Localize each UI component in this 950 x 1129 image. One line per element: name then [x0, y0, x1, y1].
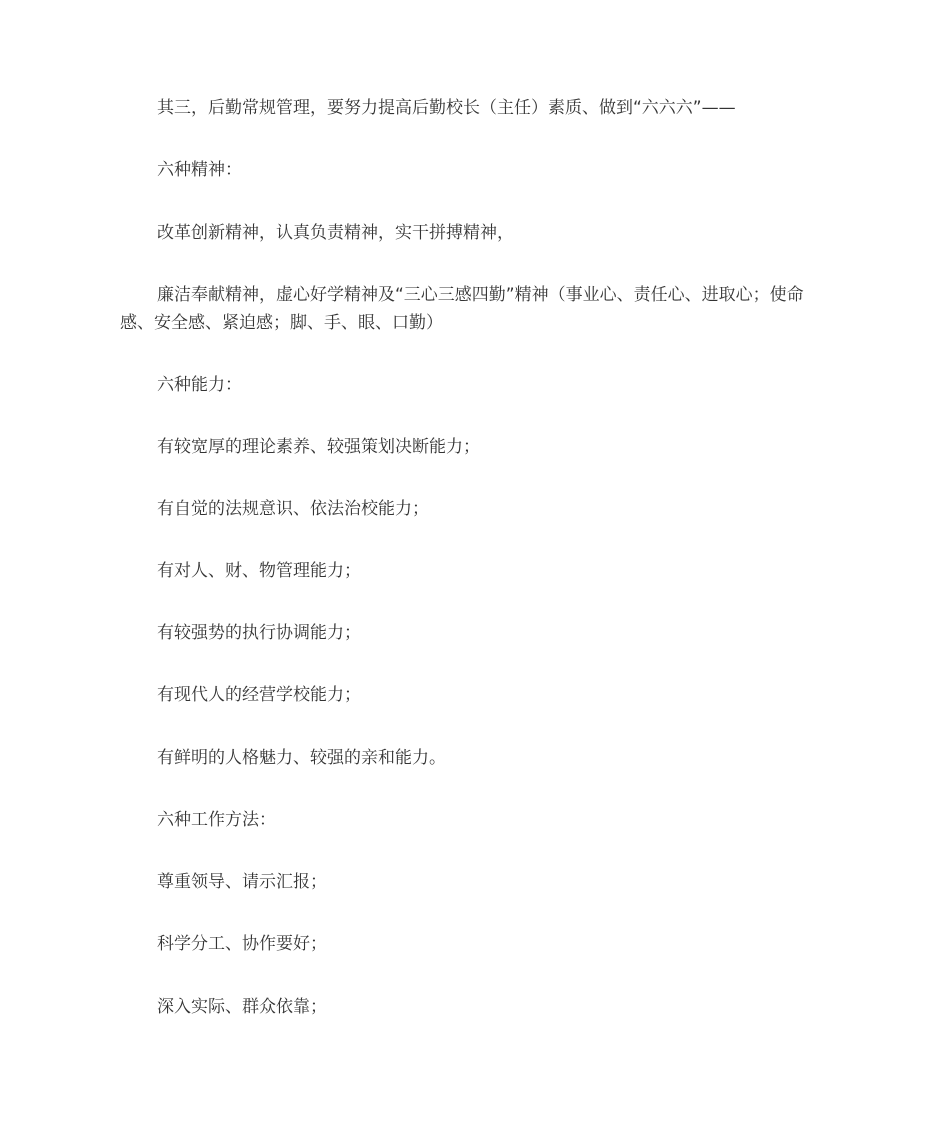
heading-six-spirits: 六种精神： [157, 160, 242, 180]
list-item: 有现代人的经营学校能力； [157, 685, 361, 705]
list-item: 有对人、财、物管理能力； [157, 561, 361, 581]
list-item: 深入实际、群众依靠； [157, 997, 327, 1017]
list-item: 有自觉的法规意识、依法治校能力； [157, 499, 429, 519]
list-item: 有鲜明的人格魅力、较强的亲和能力。 [157, 748, 446, 768]
paragraph-intro: 其三，后勤常规管理，要努力提高后勤校长（主任）素质、做到“六六六”—— [157, 98, 736, 118]
list-item: 尊重领导、请示汇报； [157, 872, 327, 892]
heading-six-abilities: 六种能力： [157, 375, 242, 395]
list-item: 有较强势的执行协调能力； [157, 623, 361, 643]
paragraph-spirits-2: 廉洁奉献精神，虚心好学精神及“三心三感四勤”精神（事业心、责任心、进取心；使命感、安全感、紧迫感；脚、手、眼、口勤） [120, 285, 804, 333]
list-item: 有较宽厚的理论素养、较强策划决断能力； [157, 437, 480, 457]
list-item: 科学分工、协作要好； [157, 934, 327, 954]
heading-six-methods: 六种工作方法： [157, 810, 276, 830]
paragraph-spirits-1: 改革创新精神，认真负责精神，实干拼搏精神， [157, 223, 514, 243]
